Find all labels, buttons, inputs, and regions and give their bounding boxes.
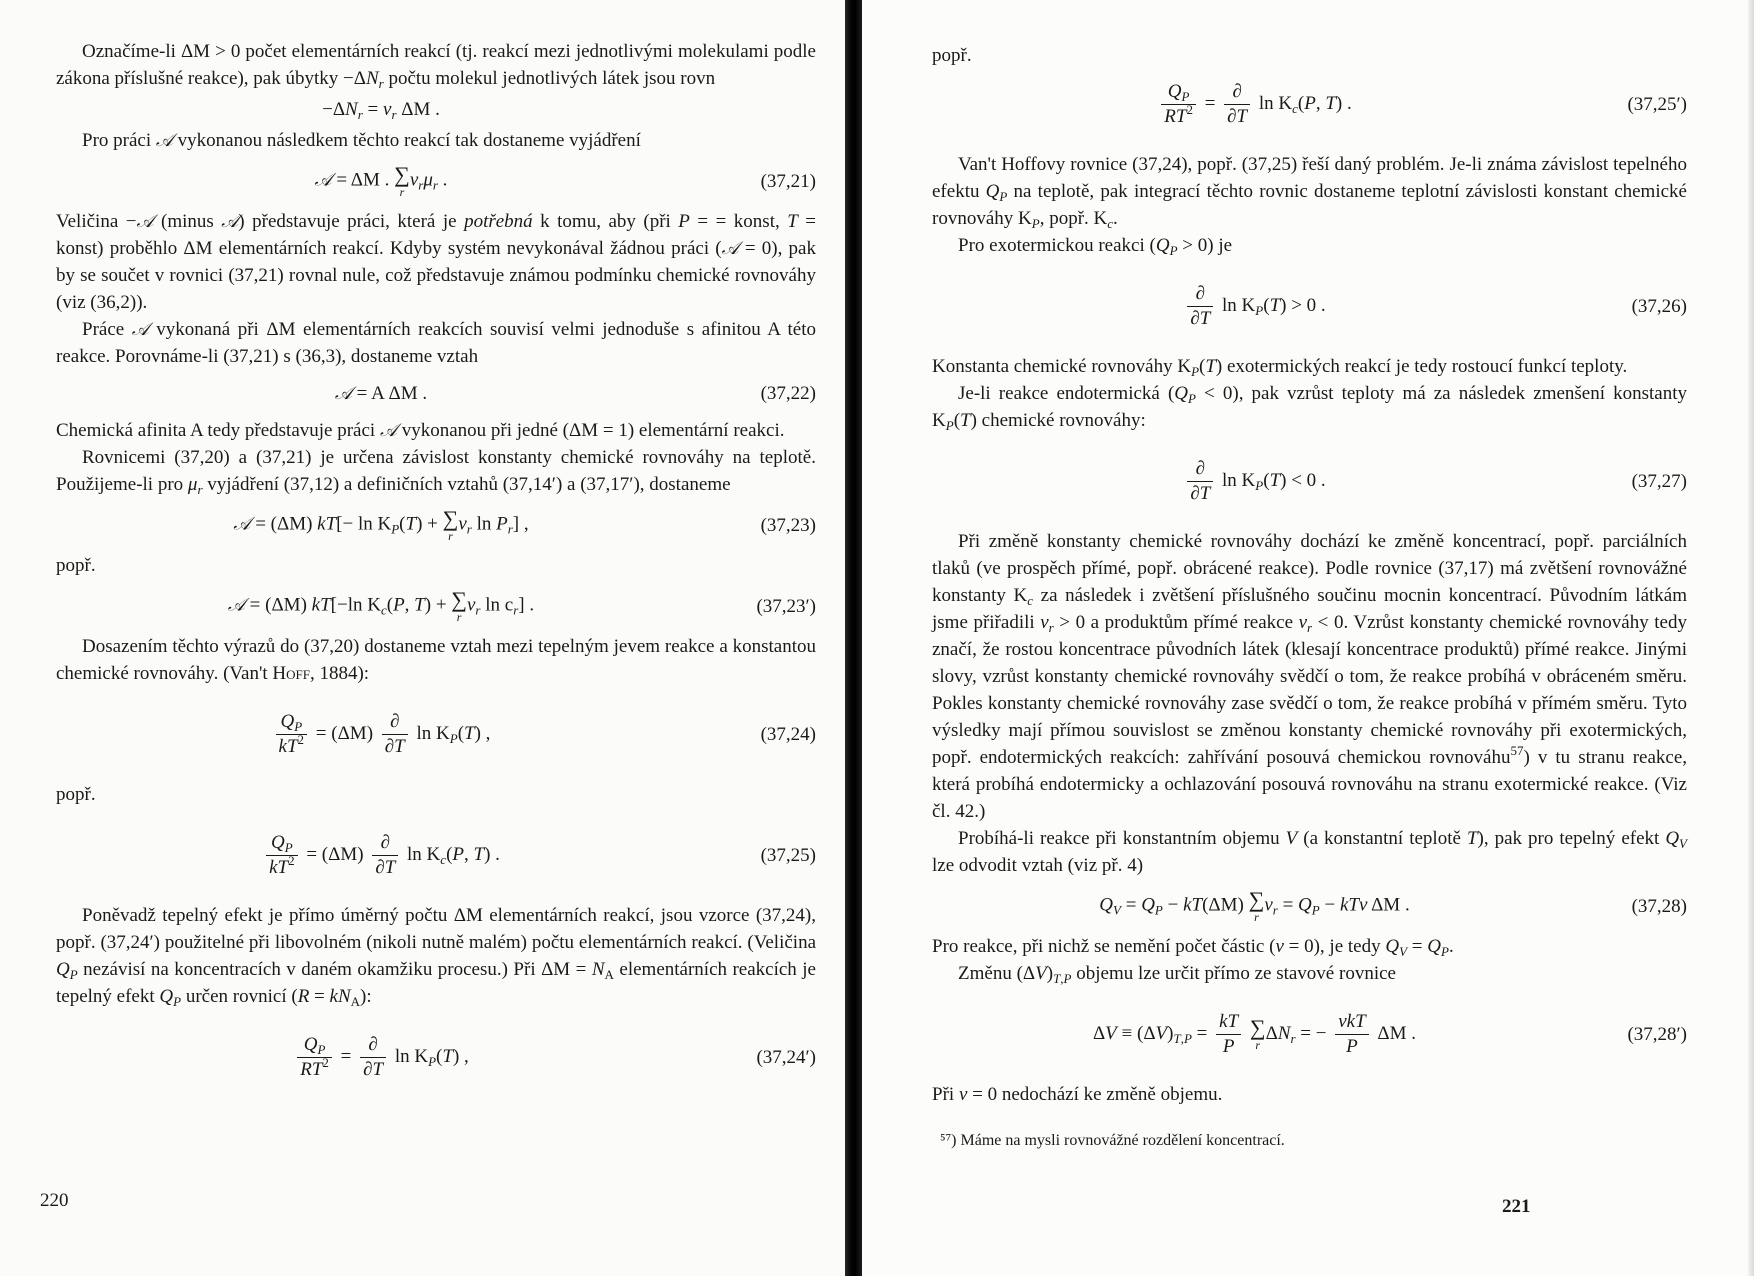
equation-nr: $-\Delta N_r = \nu_r$ ΔM . bbox=[322, 99, 440, 122]
text-popr: popř. bbox=[56, 555, 96, 576]
right-paragraph-5: Při změně konstanty chemické rovnováhy dochází ke změně koncentrací, popř. parciálních tlaků (ve prospěch přímé, popř. obrácené reakce). Podle rovnice (37,17) má zvětšení rovnovážné konstanty $K_c$ za následek i zvětšení příslušného součinu mocnin koncentrací. Původním látkám jsme přiřadili $\nu_r > 0$ a produktům přímé reakce $\nu_r < 0$. Vzrůst konstanty chemické rovnováhy tedy značí, že rostou koncentrace původních látek (klesají koncentrace produktů) přímé reakce. Jinými slovy, vzrůst konstanty chemické rovnováhy svědčí o tom, že reakce probíhá v obráceném směru. Pokles konstanty chemické rovnováhy zase svědčí o tom, že reakce probíhá v přímém směru. Tyto výsledky mají přímou souvislost se změnou konstanty chemické rovnováhy při exotermických, popř. endotermických reakcích: zahřívání posouvá chemickou rovnováhu$^{57}$) v tu stranu reakce, která probíhá endotermicky a ochlazování posouvá rovnováhu na stranu exotermické reakce. (Viz čl. 42.) bbox=[932, 531, 1688, 822]
left-page bbox=[0, 0, 845, 1276]
equation-37-25: $\frac{Q_P}{kT^2}$ = (ΔM) $\frac{\partial}{\partial T}$ $\ln K_c(P$, T) . (37,25) bbox=[56, 824, 816, 886]
text-popr: popř. bbox=[56, 784, 96, 805]
equation-37-21: 𝒜 = ΔM . ∑ r $\nu_r\mu_r$ . (37,21) bbox=[314, 162, 816, 199]
equation-37-23-prime: 𝒜 = (ΔM) kT[−ln $K_c(P$, T) + ∑ r $\nu_r$ $\ln c_r$] . (37,23′) bbox=[227, 587, 816, 624]
left-paragraph-2: Pro práci 𝒜 vykonanou následkem těchto reakcí tak dostaneme vyjádření bbox=[82, 130, 641, 151]
equation-number: (37,22) bbox=[760, 383, 816, 404]
equation-37-28: $Q_V = Q_P - kT(\Delta M)$ ∑ r $\nu_r = Q_P - kT\nu$ ΔM . (37,28) bbox=[1099, 887, 1687, 924]
book-binding bbox=[845, 0, 862, 1276]
equation-number: (37,21) bbox=[760, 170, 816, 192]
left-paragraph-8: Poněvadž tepelný efekt je přímo úměrný počtu ΔM elementárních reakcí, jsou vzorce (37,24), popř. (37,24′) použitelné při libovolném (nikoli nutně malém) počtu elementárních reakcí. (Veličina $Q_P$ nezávisí na koncentracích v daném okamžiku procesu.) Při $\Delta M = N_A$ elementárních reakcích je tepelný efekt $Q_P$ určen rovnicí $(R = kN_A)$: bbox=[56, 905, 816, 1009]
equation-number: (37,26) bbox=[1631, 295, 1687, 317]
right-paragraph-6: Probíhá-li reakce při konstantním objemu V (a konstantní teplotě T), pak pro tepelný efekt $Q_V$ lze odvodit vztah (viz př. 4) bbox=[932, 828, 1687, 876]
right-paragraph-3: Konstanta chemické rovnováhy $K_P(T)$ exotermických reakcí je tedy rostoucí funkcí teploty. bbox=[932, 356, 1628, 379]
right-paragraph-4: Je-li reakce endotermická $(Q_P < 0)$, pak vzrůst teploty má za následek zmenšení konstanty $K_P(T)$ chemické rovnováhy: bbox=[932, 383, 1687, 433]
equation-number: (37,23′) bbox=[756, 595, 816, 617]
left-paragraph-3: Veličina −𝒜 (minus 𝒜) představuje práci, která je potřebná k tomu, aby (při P = = konst, T = konst) proběhlo ΔM elementárních reakcí. Kdyby systém nevykonával žádnou práci (𝒜 = 0), pak by se součet v rovnici (37,21) rovnal nule, což představuje známou podmínku chemické rovnováhy (viz (36,2)). bbox=[56, 211, 817, 313]
left-paragraph-4: Práce 𝒜 vykonaná při ΔM elementárních reakcích souvisí velmi jednoduše s afinitou A této reakce. Porovnáme-li (37,21) s (36,3), dostaneme vztah bbox=[56, 319, 816, 367]
right-paragraph-8: Změnu $(\Delta V)_{T,P}$ objemu lze určit přímo ze stavové rovnice bbox=[958, 963, 1396, 986]
equation-37-24-prime: $\frac{Q_P}{RT^2}$ = $\frac{\partial}{\partial T}$ $\ln K_P(T)$ , (37,24′) bbox=[56, 1026, 816, 1088]
page-edge bbox=[1748, 0, 1754, 1276]
equation-number: (37,25) bbox=[760, 844, 816, 866]
equation-37-28-prime: $\Delta V \equiv (\Delta V)_{T,P}$ = $\frac{kT}{P}$ ∑ r $\Delta N_r$ = − $\frac{\text{νkT}}{P}$ ΔM . (37,28′) bbox=[1092, 1010, 1687, 1057]
footnote-text: ⁵⁷) Máme na mysli rovnovážné rozdělení koncentrací. bbox=[940, 1132, 1285, 1149]
right-paragraph-9: Při ν = 0 nedochází ke změně objemu. bbox=[932, 1084, 1223, 1105]
left-paragraph-1: Označíme-li ΔM > 0 počet elementárních reakcí (tj. reakcí mezi jednotlivými molekulami podle zákona příslušné reakce), pak úbytky $-\Delta N_r$ počtu molekul jednotlivých látek jsou rovn bbox=[56, 41, 816, 91]
equation-number: (37,28) bbox=[1631, 895, 1687, 917]
right-paragraph-1: Van't Hoffovy rovnice (37,24), popř. (37,25) řeší daný problém. Je-li známa závislost tepelného efektu $Q_P$ na teplotě, pak integrací těchto rovnic dostaneme teplotní závislosti konstant chemické rovnováhy $K_P$, popř. $K_c$. bbox=[932, 154, 1687, 231]
equation-37-23: 𝒜 = (ΔM) $kT[- \ln K_P(T)$ + ∑ r $\nu_r$ $\ln P_r$] , (37,23) bbox=[233, 506, 816, 543]
left-paragraph-5: Chemická afinita A tedy představuje práci 𝒜 vykonanou při jedné (ΔM = 1) elementární reakci. bbox=[56, 420, 785, 441]
equation-number: (37,23) bbox=[760, 514, 816, 536]
right-paragraph-7: Pro reakce, při nichž se nemění počet částic (ν = 0), je tedy $Q_V = Q_P$. bbox=[932, 936, 1454, 959]
equation-number: (37,27) bbox=[1631, 470, 1687, 492]
equation-number: (37,28′) bbox=[1627, 1023, 1687, 1045]
page-number-left: 220 bbox=[40, 1190, 69, 1211]
text-popr: popř. bbox=[932, 45, 972, 66]
left-text-column bbox=[56, 38, 816, 1104]
page-number-right: 221 bbox=[1502, 1196, 1531, 1217]
equation-37-26: $\frac{\partial}{\partial T}$ $\ln K_P(T) > 0$ . (37,26) bbox=[932, 275, 1687, 337]
equation-number: (37,24′) bbox=[756, 1046, 816, 1068]
left-paragraph-6: Rovnicemi (37,20) a (37,21) je určena závislost konstanty chemické rovnováhy na teplotě. Použijeme-li pro $\mu_r$ vyjádření (37,12) a definičních vztahů (37,14′) a (37,17′), dostaneme bbox=[56, 447, 816, 497]
equation-37-25-prime: $\frac{Q_P}{RT^2}$ = $\frac{\partial}{\partial T}$ $\ln K_c(P$, T) . (37,25′) bbox=[932, 73, 1687, 135]
right-paragraph-2: Pro exotermickou reakci $(Q_P > 0)$ je bbox=[958, 235, 1233, 258]
equation-37-22: 𝒜 = A ΔM . (37,22) bbox=[56, 380, 816, 407]
equation-number: (37,25′) bbox=[1627, 93, 1687, 115]
equation-37-24: $\frac{Q_P}{kT^2}$ = (ΔM) $\frac{\partial}{\partial T}$ $\ln K_P(T)$ , (37,24) bbox=[56, 703, 816, 765]
right-page bbox=[862, 0, 1754, 1276]
right-text-column bbox=[932, 42, 1687, 1152]
equation-number: (37,24) bbox=[760, 723, 816, 745]
footnote bbox=[932, 1130, 1687, 1152]
left-paragraph-7: Dosazením těchto výrazů do (37,20) dostaneme vztah mezi tepelným jevem reakce a konstantou chemické rovnováhy. (Van't Hoff, 1884): bbox=[56, 636, 816, 684]
equation-37-27: $\frac{\partial}{\partial T}$ $\ln K_P(T) < 0$ . (37,27) bbox=[932, 450, 1687, 512]
